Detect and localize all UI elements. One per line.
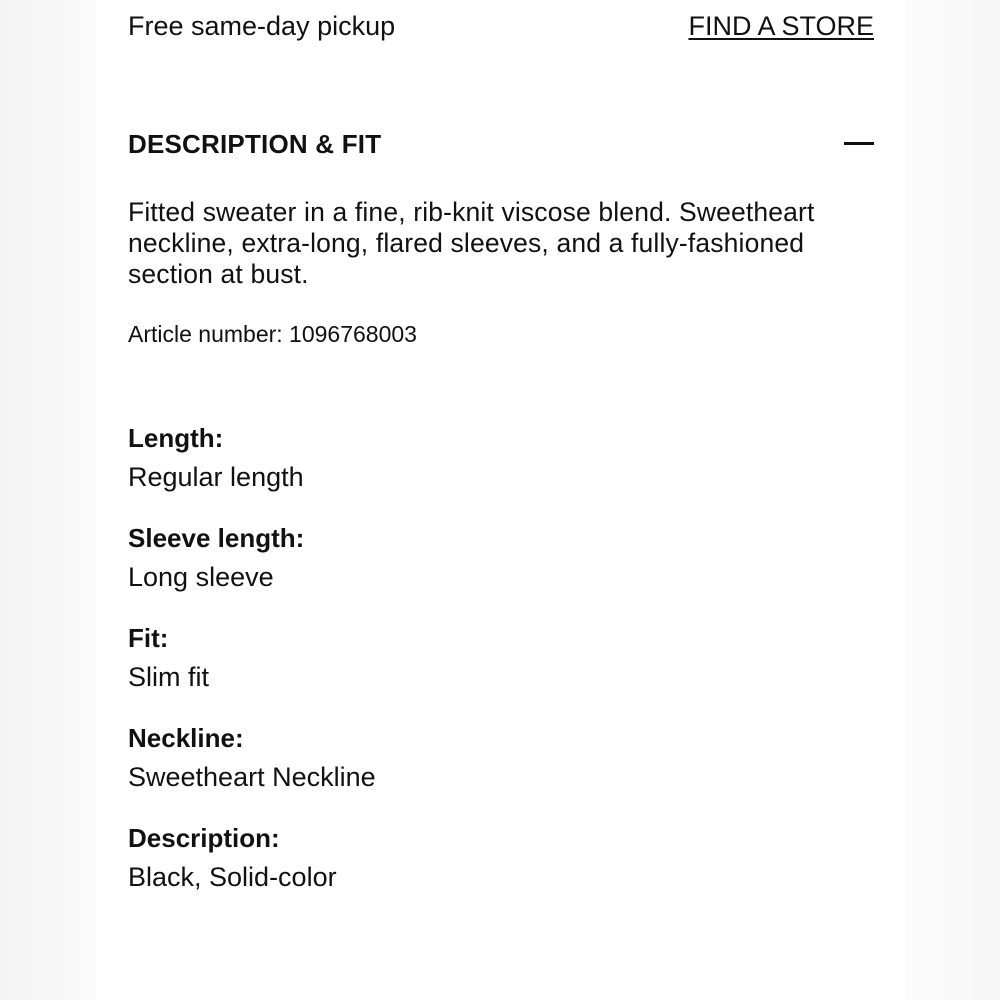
section-title: DESCRIPTION & FIT xyxy=(128,128,382,159)
left-backdrop xyxy=(0,0,96,1000)
attribute-length xyxy=(128,423,828,493)
description-fit-header[interactable] xyxy=(128,126,874,162)
attribute-label: Neckline: xyxy=(128,723,244,753)
attribute-label: Length: xyxy=(128,423,224,453)
attribute-fit xyxy=(128,623,828,693)
find-a-store-link[interactable]: FIND A STORE xyxy=(688,10,874,41)
right-backdrop xyxy=(905,0,1000,1000)
attribute-sleeve-length xyxy=(128,523,828,593)
pickup-row xyxy=(128,8,874,44)
pickup-text: Free same-day pickup xyxy=(128,10,396,41)
attribute-value: Slim fit xyxy=(128,662,209,692)
attribute-label: Sleeve length: xyxy=(128,523,305,553)
product-description: Fitted sweater in a fine, rib-knit viscose blend. Sweetheart neckline, extra-long, flared sleeves, and a fully-fashioned section at bust. xyxy=(128,197,815,289)
attribute-label: Description: xyxy=(128,823,280,853)
minus-icon[interactable] xyxy=(844,133,874,155)
attribute-value: Black, Solid-color xyxy=(128,862,337,892)
attribute-description xyxy=(128,823,828,893)
attribute-value: Regular length xyxy=(128,462,304,492)
attribute-neckline xyxy=(128,723,828,793)
attribute-value: Long sleeve xyxy=(128,562,274,592)
article-number: Article number: 1096768003 xyxy=(128,321,417,347)
attribute-value: Sweetheart Neckline xyxy=(128,762,376,792)
attribute-label: Fit: xyxy=(128,623,169,653)
